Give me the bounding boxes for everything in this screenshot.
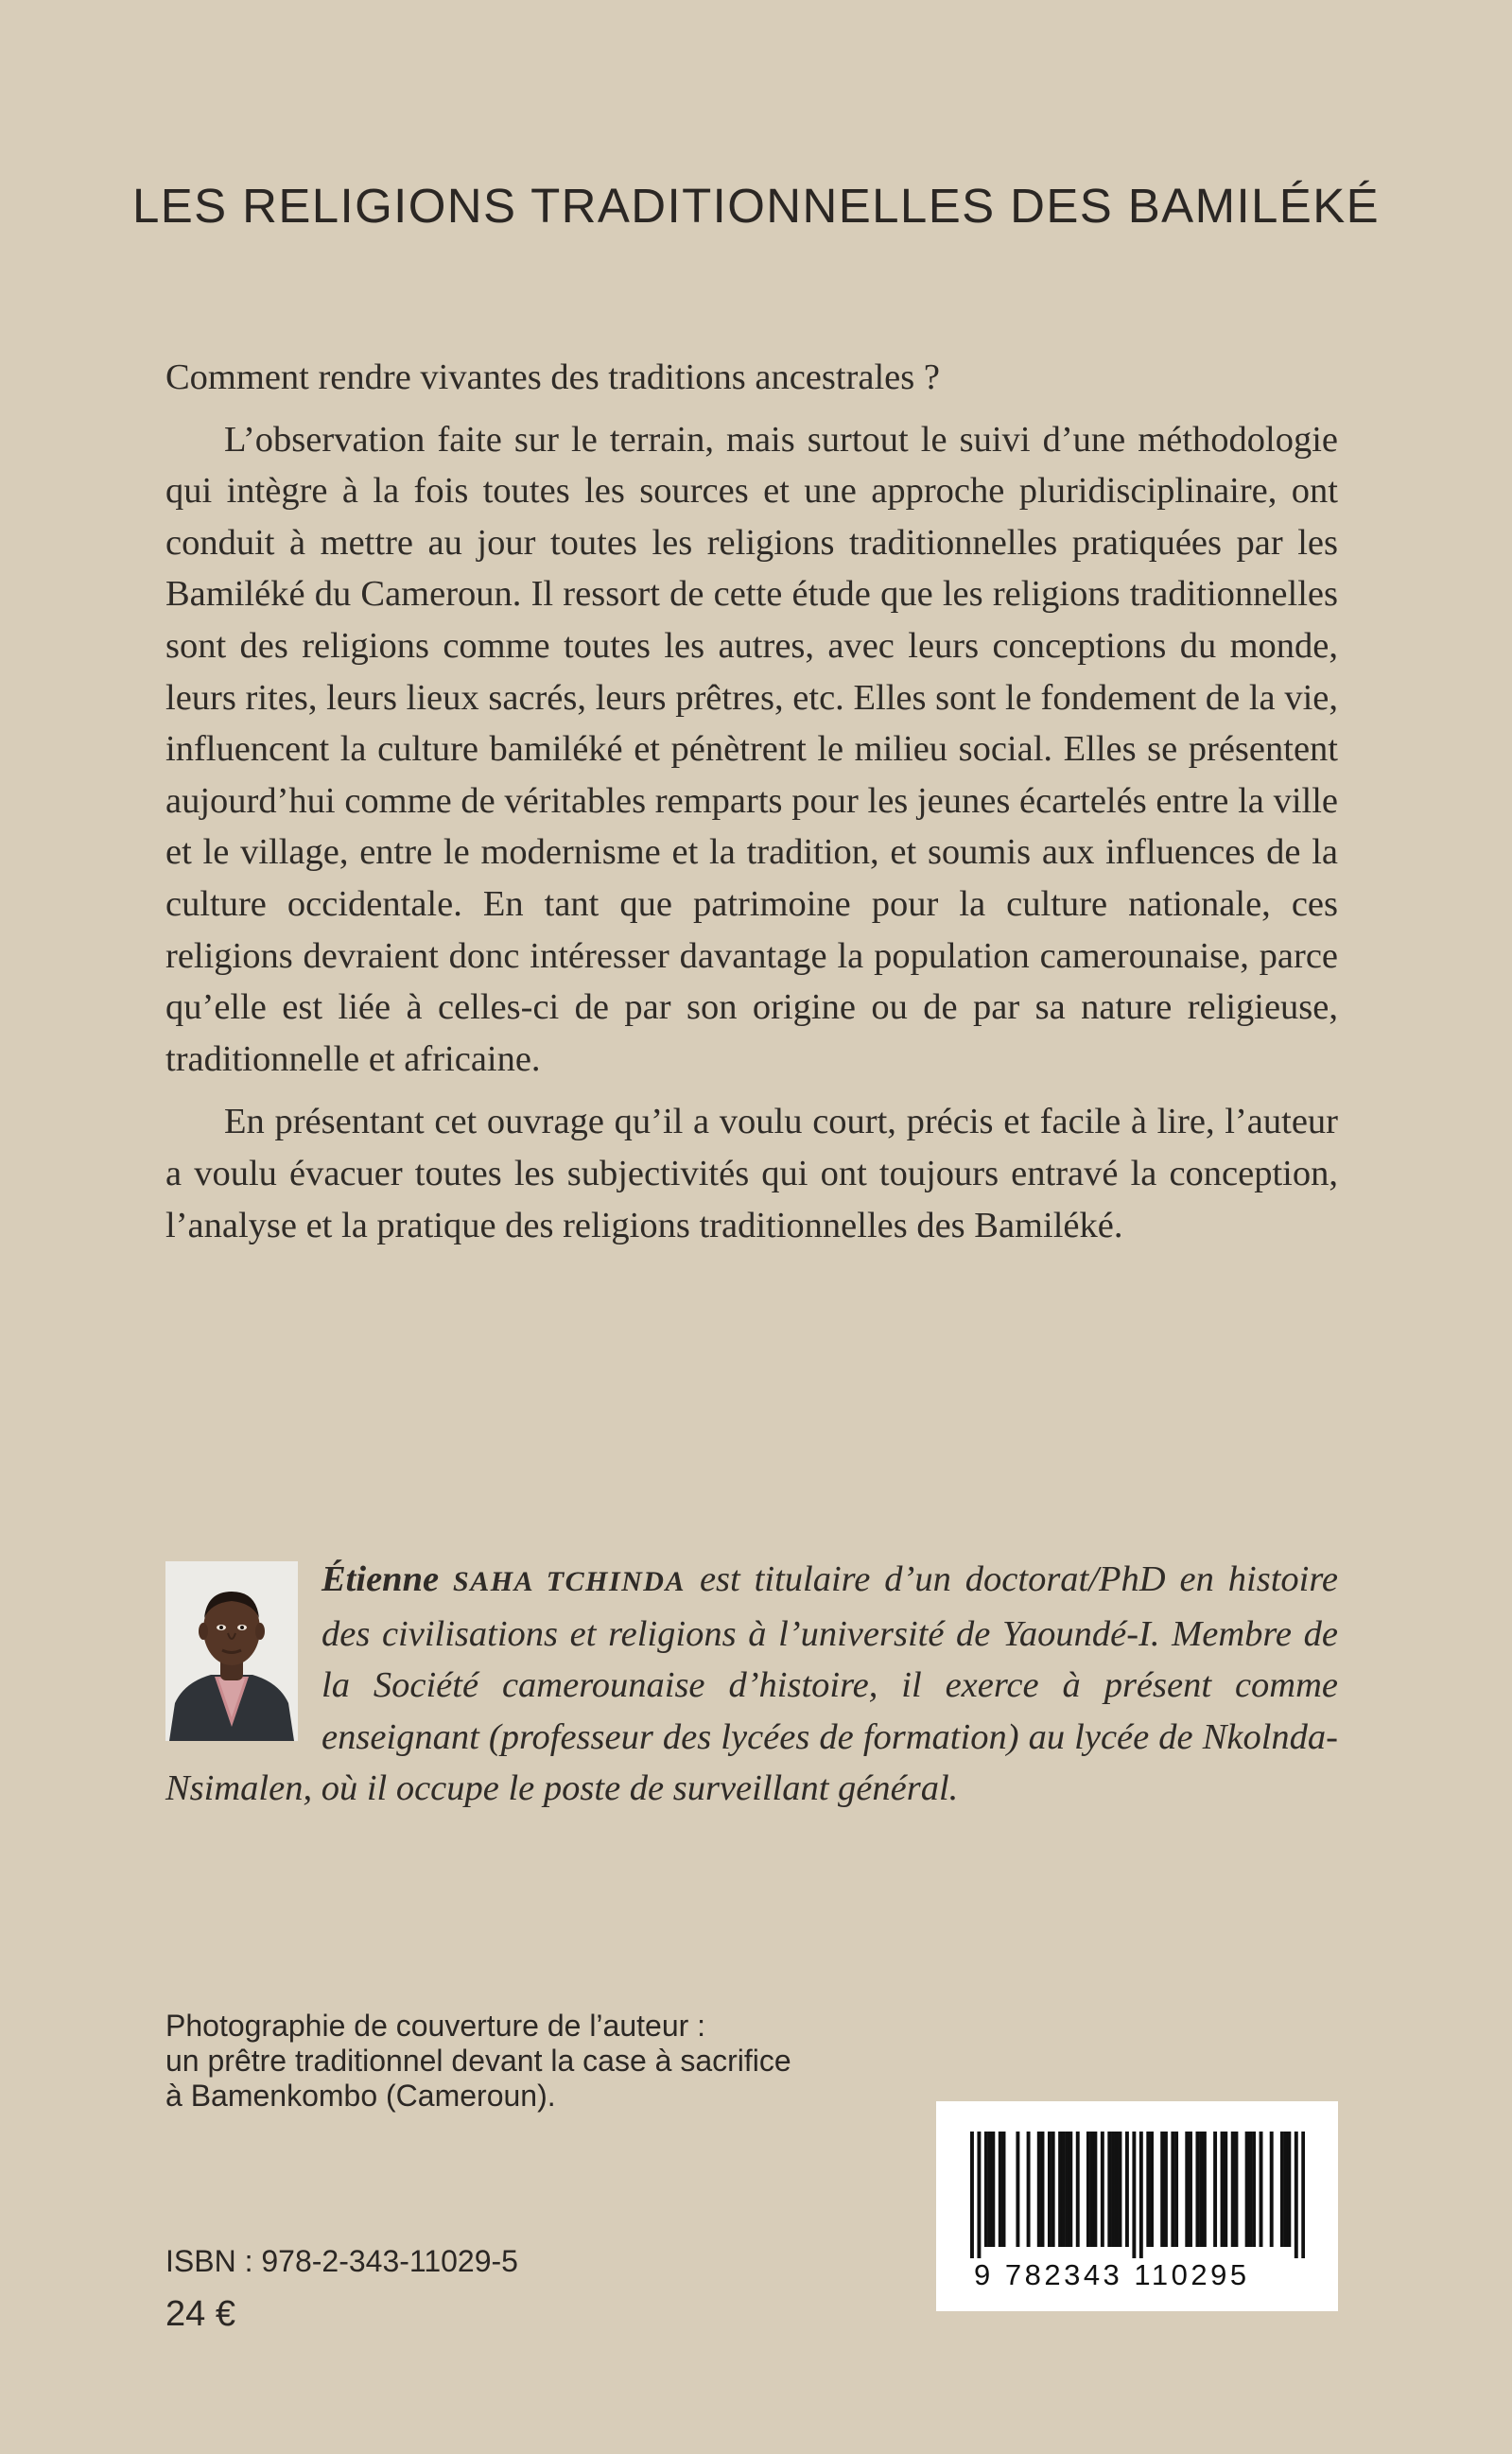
barcode-bar [1213, 2132, 1217, 2247]
barcode-bar [1221, 2132, 1225, 2247]
barcode-bar [1066, 2132, 1069, 2247]
barcode-bar [1146, 2132, 1150, 2247]
barcode-bar [1090, 2132, 1094, 2247]
barcode-bar [1171, 2132, 1174, 2247]
book-title: LES RELIGIONS TRADITIONNELLES DES BAMILÉKÉ [131, 179, 1381, 233]
barcode-bar [1048, 2132, 1051, 2247]
barcode-bar [1280, 2132, 1284, 2247]
barcode-bar [1295, 2132, 1298, 2258]
barcode-bar [1252, 2132, 1256, 2247]
author-first-name: Étienne [322, 1559, 440, 1599]
barcode-bar [1107, 2132, 1111, 2247]
barcode-bar [1111, 2132, 1115, 2247]
barcode-bar [1115, 2132, 1119, 2247]
barcode-bar [1301, 2132, 1305, 2258]
barcode-bar [1287, 2132, 1291, 2247]
barcode-bar [1139, 2132, 1143, 2258]
isbn: ISBN : 978-2-343-11029-5 [165, 2244, 518, 2278]
barcode-bar [977, 2132, 981, 2258]
barcode-bar [1132, 2132, 1136, 2258]
barcode-bar [988, 2132, 992, 2247]
barcode-bar [1125, 2132, 1129, 2247]
barcode-bar [1195, 2132, 1199, 2247]
barcode-bar [1231, 2132, 1235, 2247]
price: 24 € [165, 2294, 235, 2334]
barcode-bar [1248, 2132, 1252, 2247]
barcode-bar [1119, 2132, 1122, 2247]
barcode-bar [1086, 2132, 1090, 2247]
photo-credit-line-2: un prêtre traditionnel devant la case à sacrifice [165, 2044, 791, 2078]
barcode-bar [1058, 2132, 1062, 2247]
barcode-bar [1069, 2132, 1072, 2247]
barcode-bar [1016, 2132, 1019, 2247]
blurb-question: Comment rendre vivantes des traditions ancestrales ? [165, 357, 940, 397]
barcode-bar [984, 2132, 988, 2247]
barcode-bar [1002, 2132, 1006, 2247]
portrait-spacer [165, 1554, 322, 1754]
barcode-bar [1164, 2132, 1168, 2247]
blurb-paragraph-2: En présentant cet ouvrage qu’il a voulu court, précis et facile à lire, l’auteur a voulu évacuer toutes les subjectivités qui ont toujours entravé la conception, l’analyse et la pratique des religions traditionnelles des Bamiléké. [165, 1102, 1338, 1245]
barcode-bar [1076, 2132, 1080, 2247]
author-name [322, 1559, 686, 1599]
barcode-bar [1062, 2132, 1066, 2247]
barcode-bar [970, 2132, 974, 2258]
barcode [936, 2101, 1338, 2311]
barcode-bar [1224, 2132, 1227, 2247]
photo-credit-line-1: Photographie de couverture de l’auteur : [165, 2009, 706, 2043]
barcode-bars [970, 2132, 1305, 2258]
barcode-bar [1027, 2132, 1031, 2247]
barcode-bar [1101, 2132, 1104, 2247]
barcode-digits: 9 782343 110295 [974, 2258, 1250, 2291]
barcode-bar [1203, 2132, 1207, 2247]
barcode-bar [1199, 2132, 1203, 2247]
barcode-bar [1037, 2132, 1041, 2247]
cover-photo-credit [165, 2009, 922, 2114]
photo-credit-line-3: à Bamenkombo (Cameroun). [165, 2079, 556, 2113]
author-bio-text: est titulaire d’un doctorat/PhD en histoire des civilisations et religions à l’université de Yaoundé-I. Membre de la Société camerounaise d’histoire, il exerce à présent comme enseignant (professeur des lycées de formation) au lycée de Nkolnda-Nsimalen, où il occupe le poste de surveillant général. [165, 1559, 1339, 1809]
barcode-bar [999, 2132, 1002, 2247]
author-last-name: SAHA TCHINDA [453, 1566, 686, 1597]
barcode-bar [1160, 2132, 1164, 2247]
barcode-bar [1260, 2132, 1263, 2247]
barcode-bar [1150, 2132, 1154, 2247]
barcode-bar [1093, 2132, 1097, 2247]
barcode-bar [1041, 2132, 1045, 2247]
barcode-bar [1270, 2132, 1274, 2247]
barcode-bar [1234, 2132, 1238, 2247]
barcode-bar [1245, 2132, 1249, 2247]
barcode-bar [1185, 2132, 1189, 2247]
barcode-bar [1189, 2132, 1192, 2247]
author-biography [165, 1554, 1338, 1815]
blurb-paragraph-1: L’observation faite sur le terrain, mais surtout le suivi d’une méthodologie qui intègre à la fois toutes les sources et une approche pluridisciplinaire, ont conduit à mettre au jour toutes les religions traditionnelles pratiquées par les Bamiléké du Cameroun. Il ressort de cette étude que les religions traditionnelles sont des religions comme toutes les autres, avec leurs conceptions du monde, leurs rites, leurs lieux sacrés, leurs prêtres, etc. Elles sont le fondement de la vie, influencent la culture bamiléké et pénètrent le milieu social. Elles se présentent aujourd’hui comme de véritables remparts pour les jeunes écartelés entre la ville et le village, entre le modernisme et la tradition, et soumis aux influences de la culture occidentale. En tant que patrimoine pour la culture nationale, ces religions devraient donc intéresser davantage la population camerounaise, parce qu’elle est liée à celles-ci de par son origine ou de par sa nature religieuse, traditionnelle et africaine. [165, 419, 1338, 1079]
barcode-bar [991, 2132, 995, 2247]
barcode-bar [1284, 2132, 1288, 2247]
barcode-bar [1174, 2132, 1178, 2247]
back-cover-blurb [165, 352, 1338, 1251]
barcode-bar [1051, 2132, 1055, 2247]
